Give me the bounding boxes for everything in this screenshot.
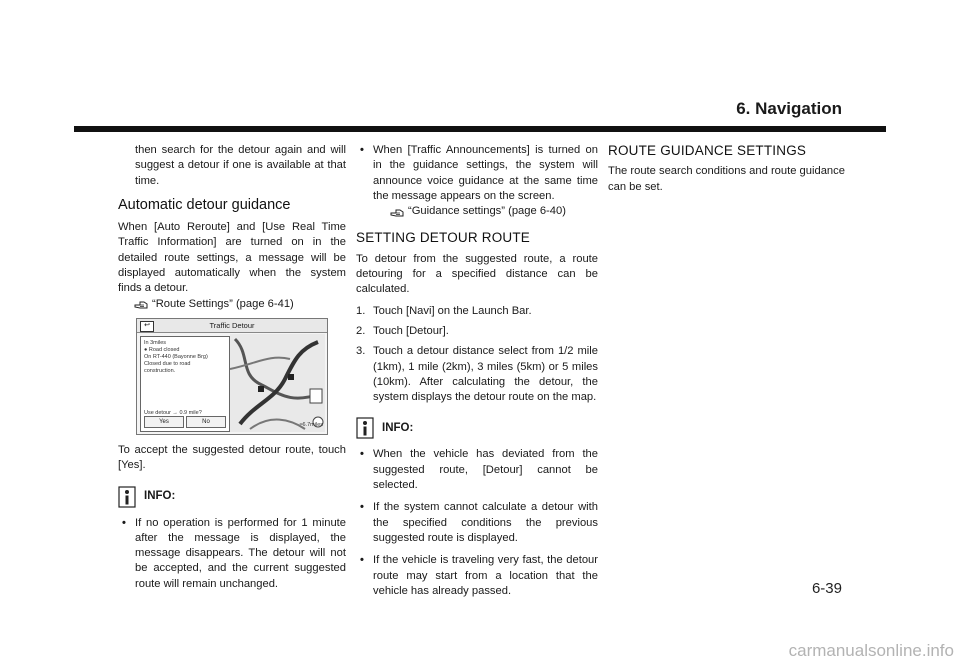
xref-route-settings-text: “Route Settings” (page 6-41) [152,297,294,310]
message-line: Closed due to road [144,360,191,367]
info-icon [356,417,374,439]
message-line: In 3miles [144,339,167,346]
pointing-hand-icon [134,298,148,310]
traffic-announcements-bullet: • When [Traffic Announcements] is turned on in the guidance settings, the system will announce voice guidance at the same time the message appears on the screen. [360,144,598,202]
info-heading [118,486,346,508]
screen-title-bar [137,319,327,333]
detour-question: Use detour → 0.9 mile? [144,409,202,416]
info-bullet: • If the vehicle is traveling very fast, the detour route may start from a location that the vehicle has already passed. [360,554,598,597]
message-line: construction. [144,367,176,374]
step-text: Touch [Detour]. [373,324,449,337]
step-text: Touch a detour distance select from 1/2 mile (1km), 1 mile (2km), 3 miles (5km) or 5 miles (10km). After calculating the detour, the system displays the detour route on the map. [373,345,598,404]
info-icon [118,486,136,508]
detour-message [144,340,208,375]
traffic-announcements-text: When [Traffic Announcements] is turned on in the guidance settings, the system will announce voice guidance at the same time the message appears on the screen. [373,144,598,202]
step-number: 2. [356,324,366,337]
chapter-title: 6. Navigation [736,99,842,118]
heading-route-guidance-settings: ROUTE GUIDANCE SETTINGS [608,143,807,158]
no-button[interactable]: No [186,416,226,428]
step-number: 1. [356,304,366,317]
pointing-hand-icon [390,206,404,218]
info-bullet: • When the vehicle has deviated from the suggested route, [Detour] cannot be selected. [360,448,598,492]
auto-detour-paragraph: When [Auto Reroute] and [Use Real Time Traffic Information] are turned on in the detailed route settings, a message will be displayed automatically when the system finds a detour. [118,221,346,295]
step-text: Touch [Navi] on the Launch Bar. [373,304,532,317]
info-bullet: • If no operation is performed for 1 minute after the message is displayed, the message disappears. The detour will not be accepted, and the current suggested route will remain unchanged. [122,516,346,590]
column-right [608,143,850,195]
info-bullet-text: If the vehicle is traveling very fast, the detour route may start from a location that the vehicle has already passed. [373,554,598,597]
cross-reference-guidance-settings[interactable] [356,204,598,219]
column-left [118,143,346,599]
info-bullet: • If the system cannot calculate a detour with the specified conditions the previous suggested route is displayed. [360,501,598,544]
header-rule [74,126,886,132]
continuation-text: then search for the detour again and will suggest a detour if one is available at that time. [135,144,346,187]
detour-message-panel [140,336,230,432]
message-line: On RT-440 (Bayonne Brg) [144,353,208,360]
step-number: 3. [356,345,366,358]
page-number: 6-39 [811,580,842,597]
screen-title: Traffic Detour [209,320,255,330]
message-line-road-closed: ● Road closed [144,346,180,353]
info-bullet-text: If no operation is performed for 1 minute after the message is displayed, the message disappears. The detour will not be accepted, and the current suggested route will remain unchanged. [135,516,346,590]
cross-reference-route-settings[interactable] [118,297,346,312]
xref-guidance-settings-text: “Guidance settings” (page 6-40) [408,205,566,218]
traffic-detour-screen-illustration [136,318,328,435]
info-bullet-text: If the system cannot calculate a detour with the specified conditions the previous suggested route is displayed. [373,501,598,544]
step-item [356,344,598,405]
map-scale: ≈6.7miles [299,421,323,428]
accept-detour-text: To accept the suggested detour route, touch [Yes]. [118,443,346,472]
step-item [356,304,598,319]
info-bullet-text: When the vehicle has deviated from the suggested route, [Detour] cannot be selected. [373,448,598,492]
road-closed-text: Road closed [148,346,180,353]
yes-button[interactable]: Yes [144,416,184,428]
info-heading [356,417,598,439]
info-label: INFO: [144,489,176,502]
heading-setting-detour-route: SETTING DETOUR ROUTE [356,230,531,246]
heading-automatic-detour: Automatic detour guidance [118,196,291,213]
info-label: INFO: [382,421,414,434]
back-arrow-icon: ↩ [140,321,154,332]
detour-intro-paragraph: To detour from the suggested route, a route detouring for a specified distance can be calculated. [356,252,598,296]
watermark: carmanualsonline.info [788,641,954,660]
column-middle [356,143,598,606]
route-guidance-paragraph: The route search conditions and route guidance can be set. [608,165,845,193]
step-item [356,324,598,339]
